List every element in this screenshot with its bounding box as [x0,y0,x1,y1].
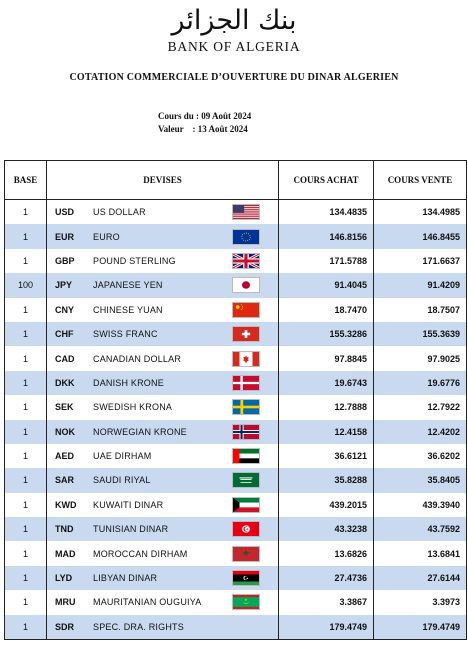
cours-achat-cell: 97.8845 [279,346,374,370]
cours-achat-cell: 18.7470 [279,298,374,322]
currency-code: CHF [55,329,74,340]
currency-name: SWEDISH KRONA [93,402,173,413]
table-row [5,590,467,614]
table-row [5,273,467,297]
bank-logo [0,6,468,55]
cours-achat-cell: 171.5788 [279,249,374,273]
currency-code: MAD [55,548,76,559]
cours-achat-cell: 179.4749 [279,615,374,640]
cours-achat-cell: 27.4736 [279,566,374,590]
base-cell: 1 [5,615,47,640]
china-flag-icon [232,302,260,318]
table-row [5,517,467,541]
usa-flag-icon [232,204,260,220]
cours-achat-cell: 12.4158 [279,420,374,444]
morocco-flag-icon [232,546,260,562]
cours-achat-cell: 43.3238 [279,517,374,541]
base-cell: 1 [5,346,47,370]
currency-cell [47,273,279,297]
cours-vente-cell: 439.3940 [374,493,467,517]
valeur-label: Valeur [158,124,184,134]
valeur-date-row: Valeur : 13 Août 2024 [158,124,248,134]
base-cell: 1 [5,566,47,590]
header-cours-achat: COURS ACHAT [279,161,374,200]
currency-code: MRU [55,597,76,608]
base-cell: 1 [5,371,47,395]
currency-cell [47,200,279,225]
header-devises: DEVISES [47,161,279,200]
base-cell: 1 [5,541,47,565]
cours-vente-cell: 179.4749 [374,615,467,640]
currency-name: KUWAITI DINAR [93,499,164,510]
cours-vente-cell: 19.6776 [374,371,467,395]
currency-code: GBP [55,255,75,266]
header-base: BASE [5,161,47,200]
swiss-flag-icon [232,326,260,342]
valeur-date: 13 Août 2024 [197,124,248,134]
currency-cell [47,395,279,419]
currency-name: TUNISIAN DINAR [93,524,169,535]
currency-name: LIBYAN DINAR [93,573,158,584]
cours-vente-cell: 91.4209 [374,273,467,297]
table-row [5,298,467,322]
currency-code: SAR [55,475,75,486]
table-row [5,541,467,565]
currency-cell [47,346,279,370]
currency-code: SEK [55,402,74,413]
table-row [5,249,467,273]
cours-achat-cell: 134.4835 [279,200,374,225]
currency-code: AED [55,451,75,462]
canada-flag-icon [232,351,260,367]
japan-flag-icon [232,277,260,293]
currency-code: NOK [55,426,75,437]
currency-code: LYD [55,573,73,584]
sweden-flag-icon [232,399,260,415]
currency-cell [47,420,279,444]
cours-date: 09 Août 2024 [201,111,252,121]
table-header-row [5,161,467,200]
currency-cell [47,566,279,590]
currency-code: CNY [55,304,75,315]
norway-flag-icon [232,424,260,440]
table-row [5,200,467,225]
currency-cell [47,444,279,468]
currency-cell [47,371,279,395]
cours-vente-cell: 13.6841 [374,541,467,565]
currency-code: CAD [55,353,75,364]
base-cell: 1 [5,590,47,614]
table-row [5,444,467,468]
currency-cell [47,249,279,273]
currency-name: NORWEGIAN KRONE [93,426,187,437]
cours-vente-cell: 146.8455 [374,224,467,248]
cours-vente-cell: 12.4202 [374,420,467,444]
table-row [5,493,467,517]
cours-vente-cell: 171.6637 [374,249,467,273]
currency-cell [47,541,279,565]
currency-code: KWD [55,499,77,510]
libya-flag-icon [232,570,260,586]
cours-vente-cell: 43.7592 [374,517,467,541]
currency-name: JAPANESE YEN [93,280,163,291]
table-row [5,346,467,370]
base-cell: 1 [5,444,47,468]
exchange-rate-table [4,160,467,640]
table-row [5,322,467,346]
tunisia-flag-icon [232,521,260,537]
currency-code: SDR [55,621,75,632]
cours-achat-cell: 155.3286 [279,322,374,346]
bank-name-arabic: بنك الجزائر [171,5,297,36]
base-cell: 1 [5,395,47,419]
currency-cell [47,517,279,541]
cours-achat-cell: 439.2015 [279,493,374,517]
cours-date-row: Cours du : 09 Août 2024 [158,111,252,121]
base-cell: 1 [5,420,47,444]
denmark-flag-icon [232,375,260,391]
cours-vente-cell: 27.6144 [374,566,467,590]
cours-vente-cell: 134.4985 [374,200,467,225]
currency-code: TND [55,524,74,535]
kuwait-flag-icon [232,497,260,513]
currency-cell [47,298,279,322]
eu-flag-icon [232,229,260,245]
currency-name: POUND STERLING [93,255,176,266]
currency-code: USD [55,207,75,218]
currency-name: SWISS FRANC [93,329,158,340]
currency-code: DKK [55,377,75,388]
saudi-flag-icon [232,472,260,488]
cours-vente-cell: 12.7922 [374,395,467,419]
currency-name: MOROCCAN DIRHAM [93,548,188,559]
uk-flag-icon [232,253,260,269]
cours-achat-cell: 36.6121 [279,444,374,468]
cours-vente-cell: 97.9025 [374,346,467,370]
base-cell: 1 [5,200,47,225]
uae-flag-icon [232,448,260,464]
table-row [5,566,467,590]
currency-cell [47,493,279,517]
base-cell: 1 [5,298,47,322]
base-cell: 1 [5,249,47,273]
base-cell: 1 [5,468,47,492]
currency-name: MAURITANIAN OUGUIYA [93,597,202,608]
table-row [5,371,467,395]
table-row [5,615,467,640]
currency-name: SPEC. DRA. RIGHTS [93,621,184,632]
table-row [5,395,467,419]
table-row [5,420,467,444]
currency-cell [47,322,279,346]
currency-name: CHINESE YUAN [93,304,163,315]
cours-achat-cell: 12.7888 [279,395,374,419]
cours-achat-cell: 91.4045 [279,273,374,297]
cours-label: Cours du [158,111,194,121]
cours-vente-cell: 36.6202 [374,444,467,468]
header-cours-vente: COURS VENTE [374,161,467,200]
mauritania-flag-icon [232,594,260,610]
currency-name: DANISH KRONE [93,377,164,388]
cours-vente-cell: 3.3973 [374,590,467,614]
date-block [158,110,251,136]
base-cell: 1 [5,493,47,517]
currency-name: EURO [93,231,120,242]
bank-name-english: BANK OF ALGERIA [167,39,301,54]
base-cell: 1 [5,322,47,346]
cours-achat-cell: 146.8156 [279,224,374,248]
base-cell: 1 [5,517,47,541]
document-title: COTATION COMMERCIALE D’OUVERTURE DU DINAR ALGERIEN [69,72,399,83]
base-cell: 1 [5,224,47,248]
cours-achat-cell: 3.3867 [279,590,374,614]
base-cell: 100 [5,273,47,297]
table-row [5,224,467,248]
cours-achat-cell: 13.6826 [279,541,374,565]
cours-vente-cell: 155.3639 [374,322,467,346]
currency-cell [47,590,279,614]
cours-achat-cell: 35.8288 [279,468,374,492]
cours-vente-cell: 18.7507 [374,298,467,322]
cours-achat-cell: 19.6743 [279,371,374,395]
currency-name: SAUDI RIYAL [93,475,151,486]
currency-cell [47,224,279,248]
currency-name: CANADIAN DOLLAR [93,353,182,364]
table-row [5,468,467,492]
currency-name: UAE DIRHAM [93,451,152,462]
cours-vente-cell: 35.8405 [374,468,467,492]
currency-code: EUR [55,231,75,242]
currency-code: JPY [55,280,73,291]
currency-name: US DOLLAR [93,207,146,218]
currency-cell [47,615,279,640]
currency-cell [47,468,279,492]
